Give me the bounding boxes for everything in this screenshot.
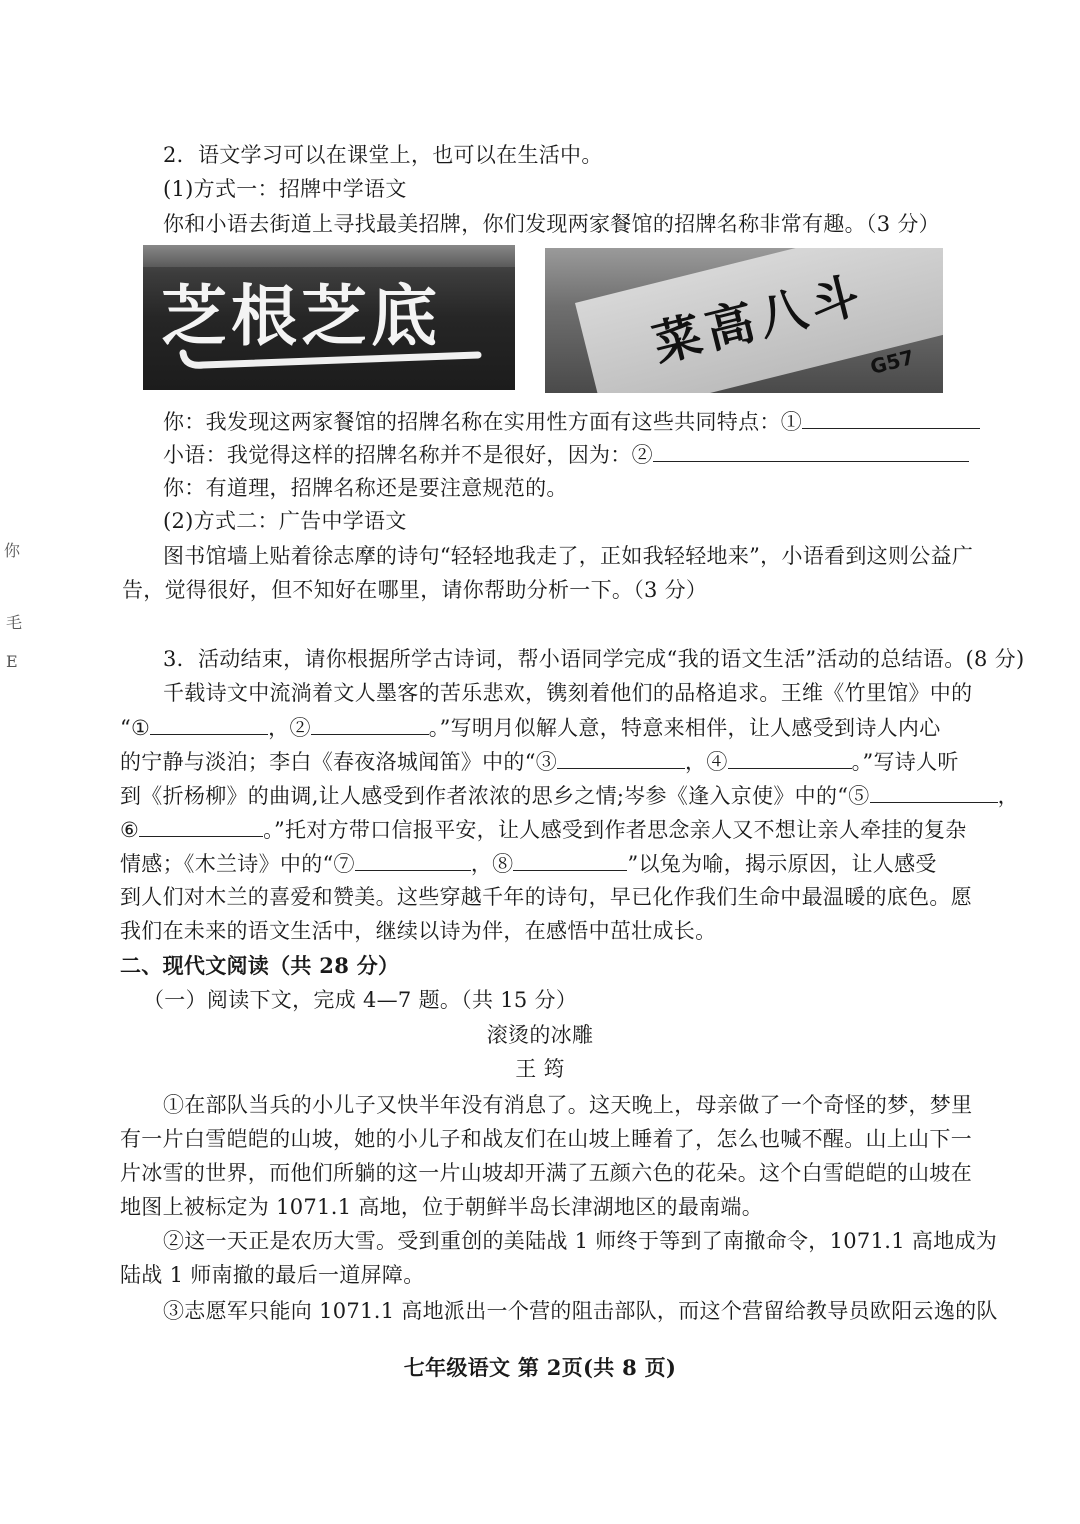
q3-l4b: ， bbox=[997, 784, 1019, 808]
q2-way1-title: (1)方式一：招牌中学语文 bbox=[163, 177, 407, 201]
q2-xiaoyu-line bbox=[163, 439, 969, 470]
answer-blank-q3-8[interactable] bbox=[513, 848, 627, 871]
you-line-text: 你：我发现这两家餐馆的招牌名称在实用性方面有这些共同特点：① bbox=[163, 410, 802, 434]
signboard-image-2 bbox=[545, 248, 943, 393]
q3-line-4 bbox=[120, 780, 1019, 811]
signboard-1-text: 芝根芝底 bbox=[161, 278, 441, 355]
q3-l6c: ”以兔为喻，揭示原因，让人感受 bbox=[627, 852, 937, 876]
q2-way2-title: (2)方式二：广告中学语文 bbox=[163, 509, 407, 533]
signboard-2-code: G57 bbox=[867, 345, 917, 379]
q2-way2-desc-2: 告，觉得很好，但不知好在哪里，请你帮助分析一下。（3 分） bbox=[122, 578, 708, 602]
q3-intro: 3．活动结束，请你根据所学古诗词，帮小语同学完成“我的语文生活”活动的总结语。(8 分) bbox=[163, 647, 1025, 671]
margin-mark-2: 毛 bbox=[6, 613, 23, 632]
q3-line-5 bbox=[120, 814, 967, 845]
para-1-line-1: ①在部队当兵的小儿子又快半年没有消息了。这天晚上，母亲做了一个奇怪的梦，梦里 bbox=[163, 1093, 973, 1117]
q3-line-7: 到人们对木兰的喜爱和赞美。这些穿越千年的诗句，早已化作我们生命中最温暖的底色。愿 bbox=[120, 885, 972, 909]
q3-l4a: 到《折杨柳》的曲调,让人感受到作者浓浓的思乡之情;岑参《逢入京使》中的“⑤ bbox=[120, 784, 870, 808]
margin-mark-1: 你 bbox=[4, 541, 21, 560]
q2-you-reply: 你：有道理，招牌名称还是要注意规范的。 bbox=[163, 476, 568, 500]
para-3-line-1: ③志愿军只能向 1071.1 高地派出一个营的阻击部队，而这个营留给教导员欧阳云逸的队 bbox=[163, 1299, 998, 1323]
q2-way1-desc: 你和小语去街道上寻找最美招牌，你们发现两家餐馆的招牌名称非常有趣。（3 分） bbox=[163, 212, 940, 236]
q3-l3c: 。”写诗人听 bbox=[851, 750, 959, 774]
para-1-line-2: 有一片白雪皑皑的山坡，她的小儿子和战友们在山坡上睡着了，怎么也喊不醒。山上山下一 bbox=[120, 1127, 972, 1151]
q3-line-3 bbox=[120, 746, 959, 777]
para-2-line-2: 陆战 1 师南撤的最后一道屏障。 bbox=[120, 1263, 425, 1287]
q3-l6b: ，⑧ bbox=[470, 852, 514, 876]
q3-l3b: ，④ bbox=[685, 750, 728, 774]
answer-blank-q3-3[interactable] bbox=[557, 746, 685, 769]
q3-l2c: 。”写明月似解人意，特意来相伴，让人感受到诗人内心 bbox=[428, 716, 941, 740]
answer-blank-2[interactable] bbox=[653, 439, 969, 462]
answer-blank-q3-1[interactable] bbox=[150, 712, 268, 735]
q3-line-1: 千载诗文中流淌着文人墨客的苦乐悲欢，镌刻着他们的品格追求。王维《竹里馆》中的 bbox=[163, 681, 973, 705]
q3-l5a: ⑥ bbox=[120, 818, 140, 842]
section-2-subtitle: （一）阅读下文，完成 4—7 题。（共 15 分） bbox=[143, 988, 578, 1012]
xiaoyu-line-text: 小语：我觉得这样的招牌名称并不是很好，因为：② bbox=[163, 443, 653, 467]
q3-l2a: “① bbox=[120, 716, 151, 740]
answer-blank-1[interactable] bbox=[802, 406, 980, 429]
answer-blank-q3-2[interactable] bbox=[311, 712, 429, 735]
signboard-2-text: 菜高八斗 bbox=[647, 266, 871, 374]
answer-blank-q3-4[interactable] bbox=[728, 746, 852, 769]
q3-line-6 bbox=[120, 848, 937, 879]
q2-way2-desc-1: 图书馆墙上贴着徐志摩的诗句“轻轻地我走了，正如我轻轻地来”，小语看到这则公益广 bbox=[163, 544, 974, 568]
q3-line-8: 我们在未来的语文生活中，继续以诗为伴，在感悟中茁壮成长。 bbox=[120, 919, 717, 943]
q3-l6a: 情感；《木兰诗》中的“⑦ bbox=[120, 852, 355, 876]
para-2-line-1: ②这一天正是农历大雪。受到重创的美陆战 1 师终于等到了南撤命令，1071.1 高地成为 bbox=[163, 1229, 998, 1253]
q3-l2b: ，② bbox=[268, 716, 311, 740]
page-footer: 七年级语文 第 2页(共 8 页) bbox=[403, 1355, 677, 1380]
answer-blank-q3-7[interactable] bbox=[355, 848, 471, 871]
signboard-image-1 bbox=[143, 245, 515, 390]
q3-l3a: 的宁静与淡泊；李白《春夜洛城闻笛》中的“③ bbox=[120, 750, 558, 774]
article-title: 滚烫的冰雕 bbox=[486, 1023, 594, 1047]
article-author: 王 筠 bbox=[515, 1057, 565, 1081]
section-2-title: 二、现代文阅读（共 28 分） bbox=[120, 953, 400, 978]
margin-mark-3: E bbox=[6, 652, 18, 671]
answer-blank-q3-6[interactable] bbox=[139, 814, 263, 837]
q2-you-line bbox=[163, 406, 980, 437]
signboard-1-underline bbox=[143, 245, 515, 390]
q2-intro: 2．语文学习可以在课堂上，也可以在生活中。 bbox=[163, 143, 603, 167]
q3-line-2 bbox=[120, 712, 941, 743]
para-1-line-3: 片冰雪的世界，而他们所躺的这一片山坡却开满了五颜六色的花朵。这个白雪皑皑的山坡在 bbox=[120, 1161, 972, 1185]
answer-blank-q3-5[interactable] bbox=[870, 780, 998, 803]
para-1-line-4: 地图上被标定为 1071.1 高地，位于朝鲜半岛长津湖地区的最南端。 bbox=[120, 1195, 764, 1219]
q3-l5b: 。”托对方带口信报平安，让人感受到作者思念亲人又不想让亲人牵挂的复杂 bbox=[263, 818, 967, 842]
